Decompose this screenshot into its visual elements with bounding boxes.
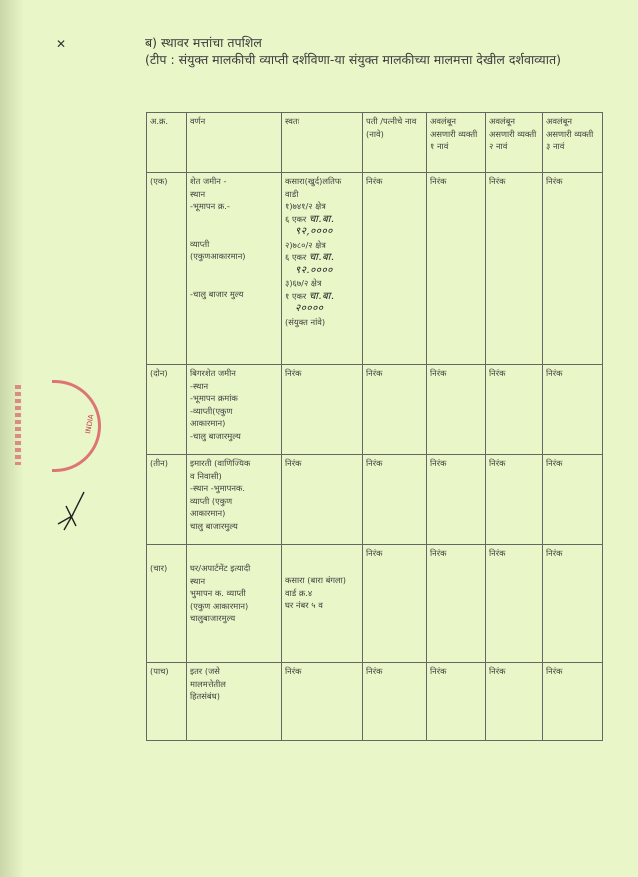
cell-spouse: निरंक: [363, 173, 427, 365]
desc-line: इतर (जसे: [190, 666, 220, 676]
self-line: वार्ड क्र.४: [285, 587, 313, 598]
col-header-description: वर्णन: [187, 113, 282, 173]
desc-line: -चालु बाजारमुल्य: [190, 430, 241, 441]
self-line: वाडी: [285, 188, 299, 199]
cell-self: निरंक: [282, 663, 363, 741]
cell-dependent-3: निरंक: [543, 663, 603, 741]
desc-line: आकारमान): [190, 508, 226, 518]
handwritten-note: ९२.००००: [295, 264, 333, 276]
official-seal: [52, 380, 101, 472]
desc-line: स्थान: [190, 188, 206, 199]
table-row: [147, 455, 603, 545]
section-note: (टीप : संयुक्त मालकीची व्याप्ती दर्शविणा-या संयुक्त मालकीच्या मालमत्ता देखील दर्शवाव्यात): [145, 52, 561, 67]
cell-description: [187, 173, 282, 365]
desc-line: शेत जमीन -: [190, 176, 227, 186]
desc-line: मालमत्तेतील: [190, 678, 226, 689]
col-header-dependent-2: अवलंबून असणारी व्यक्ती २ नावं: [486, 113, 543, 173]
cell-sr: (चार): [147, 545, 187, 663]
self-line: कसारा(खुर्द)लतिफ: [285, 176, 342, 186]
handwritten-note: २००००: [295, 303, 324, 314]
col-header-dependent-3: अवलंबून असणारी व्यक्ती ३ नावं: [543, 113, 603, 173]
desc-line: स्थान: [190, 575, 206, 586]
desc-line: व निवासी): [190, 470, 222, 481]
desc-line: -चालु बाजार मुल्य: [190, 288, 244, 299]
corner-mark: ✕: [56, 37, 67, 51]
cell-sr: (तीन): [147, 455, 187, 545]
handwritten-note: चा.बा.: [308, 290, 335, 302]
stamp-bleed-mark: [15, 385, 21, 465]
header-row: [147, 113, 603, 173]
cell-spouse: निरंक: [363, 663, 427, 741]
desc-line: बिगरशेत जमीन: [190, 368, 236, 378]
desc-line: आकारमान): [190, 418, 226, 428]
desc-line: व्याप्ती: [190, 238, 210, 249]
section-title: ब) स्थावर मत्तांचा तपशिल: [145, 35, 262, 50]
desc-line: -स्थान -भुमापनक.: [190, 483, 246, 493]
col-header-self: स्वतः: [282, 113, 363, 173]
seal-text: INDIA: [84, 413, 96, 435]
cell-dependent-1: निरंक: [427, 545, 486, 663]
desc-line: (एकुणआकारमान): [190, 251, 246, 261]
cell-description: [187, 455, 282, 545]
cell-dependent-2: निरंक: [486, 173, 543, 365]
cell-dependent-1: निरंक: [427, 663, 486, 741]
cell-description: [187, 365, 282, 455]
desc-line: चालु बाजारमुल्य: [190, 520, 238, 531]
cell-dependent-3: निरंक: [543, 455, 603, 545]
handwritten-note: चा.बा.: [308, 213, 335, 225]
cell-dependent-1: निरंक: [427, 173, 486, 365]
cell-spouse: निरंक: [363, 365, 427, 455]
cell-self: निरंक: [282, 365, 363, 455]
cell-dependent-3: निरंक: [543, 545, 603, 663]
table-row: [147, 173, 603, 365]
desc-line: घर/अपार्टमेंट इत्यादी: [190, 563, 251, 573]
self-line: १)७४१/२ क्षेत्र: [285, 201, 326, 211]
handwritten-note: ९२,००००: [295, 226, 333, 237]
cell-spouse: निरंक: [363, 455, 427, 545]
cell-dependent-2: निरंक: [486, 455, 543, 545]
cell-sr: (पाच): [147, 663, 187, 741]
cell-sr: (एक): [147, 173, 187, 365]
desc-line: -भूमापन क्र.-: [190, 201, 230, 211]
self-line: कसारा (बारा बंगला): [285, 575, 347, 585]
table-row: [147, 545, 603, 663]
self-line: १ एकर चा.बा.: [285, 290, 335, 302]
desc-line: (एकुण आकारमान): [190, 600, 249, 611]
cell-description: [187, 663, 282, 741]
desc-line: -स्थान: [190, 380, 209, 391]
desc-line: व्याप्ती (एकुण: [190, 495, 233, 506]
cell-description: [187, 545, 282, 663]
cell-self: [282, 545, 363, 663]
cell-dependent-2: निरंक: [486, 365, 543, 455]
cell-dependent-2: निरंक: [486, 663, 543, 741]
cell-self: [282, 173, 363, 365]
desc-line: चालुबाजारमुल्य: [190, 613, 236, 623]
self-line: ३)६७/२ क्षेत्र: [285, 278, 322, 288]
desc-line: हितसंबंध): [190, 691, 220, 701]
handwritten-note: चा.बा.: [308, 252, 335, 263]
cell-dependent-1: निरंक: [427, 365, 486, 455]
self-line: घर नंबर ५ व: [285, 600, 323, 610]
table-row: [147, 663, 603, 741]
cell-dependent-3: निरंक: [543, 365, 603, 455]
self-line: ६ एकर चा.बा.: [285, 252, 335, 263]
col-header-dependent-1: अवलंबून असणारी व्यक्ती १ नावं: [427, 113, 486, 173]
desc-line: -भूमापन क्रमांक: [190, 393, 238, 403]
cell-dependent-1: निरंक: [427, 455, 486, 545]
cell-sr: (दोन): [147, 365, 187, 455]
table-row: [147, 365, 603, 455]
desc-line: -व्याप्ती(एकुण: [190, 405, 233, 416]
self-line: ६ एकर चा.बा.: [285, 213, 335, 225]
cell-dependent-3: निरंक: [543, 173, 603, 365]
desc-line: भुमापन क. व्याप्ती: [190, 588, 246, 598]
col-header-spouse: पती /पत्नीचे नाव (नावे): [363, 113, 427, 173]
cell-dependent-2: निरंक: [486, 545, 543, 663]
self-line: २)७८०/२ क्षेत्र: [285, 239, 326, 250]
immovable-assets-table: [146, 112, 603, 741]
desc-line: इमारती (वाणिज्यिक: [190, 458, 251, 468]
cell-spouse: निरंक: [363, 545, 427, 663]
self-line: (संयुक्त नांवे): [285, 316, 326, 327]
signature: [54, 486, 88, 532]
section-heading: [145, 34, 615, 68]
col-header-sr: अ.क्र.: [147, 113, 187, 173]
cell-self: निरंक: [282, 455, 363, 545]
